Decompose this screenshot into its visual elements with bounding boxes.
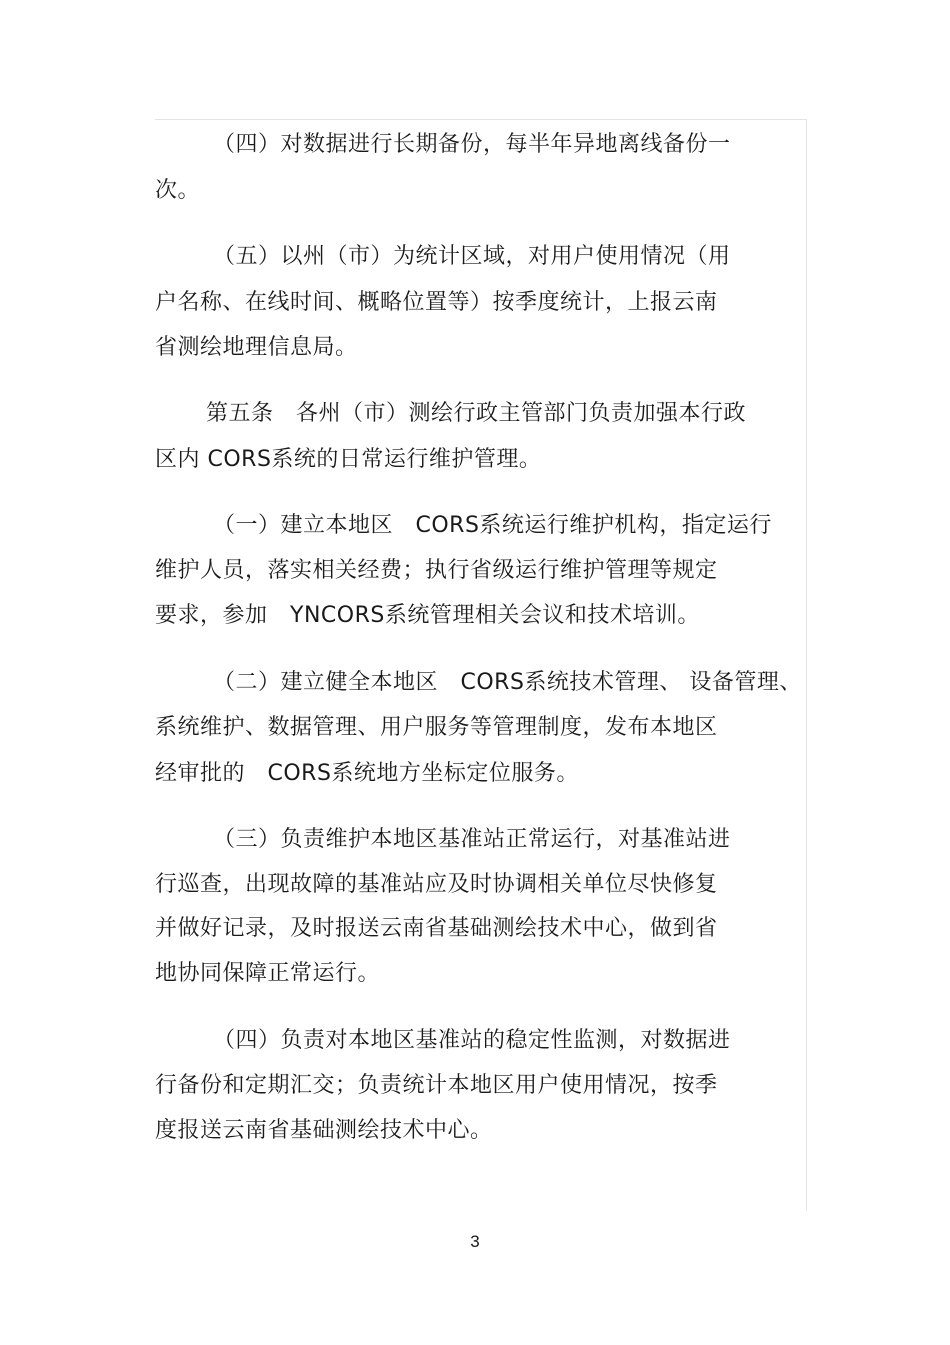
paragraph-4-line-3: 要求，参加 YNCORS系统管理相关会议和技术培训。 xyxy=(155,603,700,628)
article-5-line-1: 第五条 各州（市）测绘行政主管部门负责加强本行政 xyxy=(206,401,747,426)
paragraph-6-line-2: 行巡查，出现故障的基准站应及时协调相关单位尽快修复 xyxy=(155,872,718,897)
paragraph-2-line-2: 户名称、在线时间、概略位置等）按季度统计，上报云南 xyxy=(155,290,718,315)
paragraph-2-line-3: 省测绘地理信息局。 xyxy=(155,335,358,360)
paragraph-7-line-2: 行备份和定期汇交；负责统计本地区用户使用情况，按季 xyxy=(155,1073,718,1098)
page-number: 3 xyxy=(470,1232,480,1251)
page-border-top xyxy=(155,119,807,120)
paragraph-5-line-1: （二）建立健全本地区 CORS系统技术管理、 设备管理、 xyxy=(213,670,802,695)
paragraph-4-line-2: 维护人员，落实相关经费；执行省级运行维护管理等规定 xyxy=(155,558,718,583)
paragraph-7-line-1: （四）负责对本地区基准站的稳定性监测，对数据进 xyxy=(213,1028,731,1053)
paragraph-5-line-3: 经审批的 CORS系统地方坐标定位服务。 xyxy=(155,761,579,786)
paragraph-6-line-1: （三）负责维护本地区基准站正常运行，对基准站进 xyxy=(213,827,731,852)
paragraph-6-line-3: 并做好记录，及时报送云南省基础测绘技术中心，做到省 xyxy=(155,916,718,941)
paragraph-7-line-3: 度报送云南省基础测绘技术中心。 xyxy=(155,1118,493,1143)
article-5-line-2: 区内 CORS系统的日常运行维护管理。 xyxy=(155,447,542,472)
paragraph-6-line-4: 地协同保障正常运行。 xyxy=(155,961,381,986)
paragraph-1-line-1: （四）对数据进行长期备份，每半年异地离线备份一 xyxy=(213,132,731,157)
page-border-right xyxy=(806,119,807,1211)
paragraph-1-line-2: 次。 xyxy=(155,178,201,203)
paragraph-4-line-1: （一）建立本地区 CORS系统运行维护机构，指定运行 xyxy=(213,513,772,538)
paragraph-5-line-2: 系统维护、数据管理、用户服务等管理制度，发布本地区 xyxy=(155,715,718,740)
paragraph-2-line-1: （五）以州（市）为统计区域，对用户使用情况（用 xyxy=(213,244,731,269)
